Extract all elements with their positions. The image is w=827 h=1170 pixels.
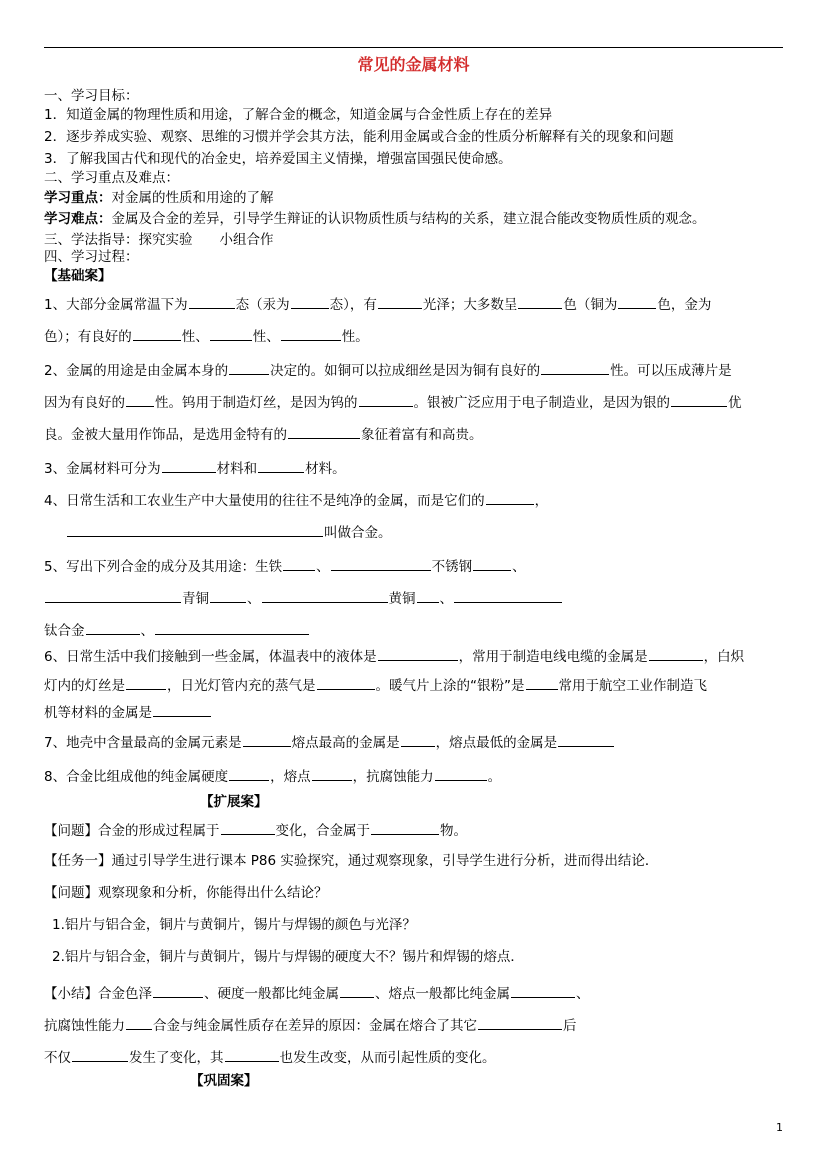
header-rule xyxy=(44,47,783,48)
question-7: 7、地壳中含量最高的金属元素是 熔点最高的金属是 ，熔点最低的金属是 xyxy=(44,732,615,752)
question-8: 8、合金比组成他的纯金属硬度 ，熔点 ，抗腐蚀能力 。 xyxy=(44,766,501,786)
observation-1: 1.铝片与铝合金，铜片与黄铜片，锡片与焊锡的颜色与光泽？ xyxy=(52,917,416,933)
consolidation-heading: 【巩固案】 xyxy=(190,1073,258,1089)
question-1: 1、大部分金属常温下为 态（汞为 态），有 光泽；大多数呈 色（铜为 色，金为 xyxy=(44,294,711,314)
problem-2: 【问题】观察现象和分析，你能得出什么结论？ xyxy=(44,885,328,901)
difficulty-line: 学习难点：金属及合金的差异，引导学生辩证的认识物质性质与结构的关系，建立混合能改变物质性质的观念。 xyxy=(44,211,706,227)
extension-heading: 【扩展案】 xyxy=(200,794,268,810)
page-title: 常见的金属材料 xyxy=(357,55,470,74)
question-5: 5、写出下列合金的成分及其用途：生铁 、 不锈钢 、 xyxy=(44,556,526,576)
section-goals: 一、学习目标： xyxy=(44,88,139,104)
section-process: 四、学习过程： xyxy=(44,249,139,265)
question-5-cont2: 钛合金 、 xyxy=(44,620,310,640)
question-4-cont: 叫做合金。 xyxy=(66,522,392,542)
basic-heading: 【基础案】 xyxy=(44,268,112,284)
question-1-cont: 色）；有良好的 性、 性、 性。 xyxy=(44,326,369,346)
focus-line: 学习重点：对金属的性质和用途的了解 xyxy=(44,190,274,206)
page-number: 1 xyxy=(776,1121,783,1134)
section-focus: 二、学习重点及难点： xyxy=(44,170,179,186)
question-4: 4、日常生活和工农业生产中大量使用的往往不是纯净的金属，而是它们的 ， xyxy=(44,490,548,510)
question-5-cont: 青铜 、 黄铜 、 xyxy=(44,588,563,608)
summary-line: 【小结】合金色泽 、硬度一般都比纯金属 、熔点一般都比纯金属 、 xyxy=(44,983,590,1003)
question-6: 6、日常生活中我们接触到一些金属，体温表中的液体是 ，常用于制造电线电缆的金属是 ，白炽 xyxy=(44,646,744,666)
problem-1: 【问题】合金的形成过程属于 变化，合金属于 物。 xyxy=(44,820,467,840)
summary-line-2: 抗腐蚀性能力 合金与纯金属性质存在差异的原因：金属在熔合了其它 后 xyxy=(44,1015,577,1035)
question-2-cont: 因为有良好的 性。钨用于制造灯丝，是因为钨的 。银被广泛应用于电子制造业，是因为银的 优 xyxy=(44,392,742,412)
question-6-cont: 灯内的灯丝是 ，日光灯管内充的蒸气是 。暖气片上涂的“银粉”是 常用于航空工业作制造飞 xyxy=(44,675,707,695)
question-6-cont2: 机等材料的金属是 xyxy=(44,702,212,722)
summary-line-3: 不仅 发生了变化，其 也发生改变，从而引起性质的变化。 xyxy=(44,1047,496,1067)
goal-3: 3．了解我国古代和现代的冶金史，培养爱国主义情操，增强富国强民使命感。 xyxy=(44,151,512,167)
question-3: 3、金属材料可分为 材料和 材料。 xyxy=(44,458,346,478)
observation-2: 2.铝片与铝合金，铜片与黄铜片，锡片与焊锡的硬度大不？锡片和焊锡的熔点． xyxy=(52,949,524,965)
question-2: 2、金属的用途是由金属本身的 决定的。如铜可以拉成细丝是因为铜有良好的 性。可以压成薄片是 xyxy=(44,360,732,380)
goal-2: 2．逐步养成实验、观察、思维的习惯并学会其方法，能利用金属或合金的性质分析解释有关的现象和问题 xyxy=(44,129,674,145)
question-2-cont2: 良。金被大量用作饰品，是选用金特有的 象征着富有和高贵。 xyxy=(44,424,483,444)
section-method: 三、学法指导：探究实验 小组合作 xyxy=(44,232,274,248)
task-1: 【任务一】通过引导学生进行课本 P86 实验探究，通过观察现象，引导学生进行分析，进而得出结论． xyxy=(44,853,659,869)
goal-1: 1．知道金属的物理性质和用途，了解合金的概念，知道金属与合金性质上存在的差异 xyxy=(44,107,553,123)
